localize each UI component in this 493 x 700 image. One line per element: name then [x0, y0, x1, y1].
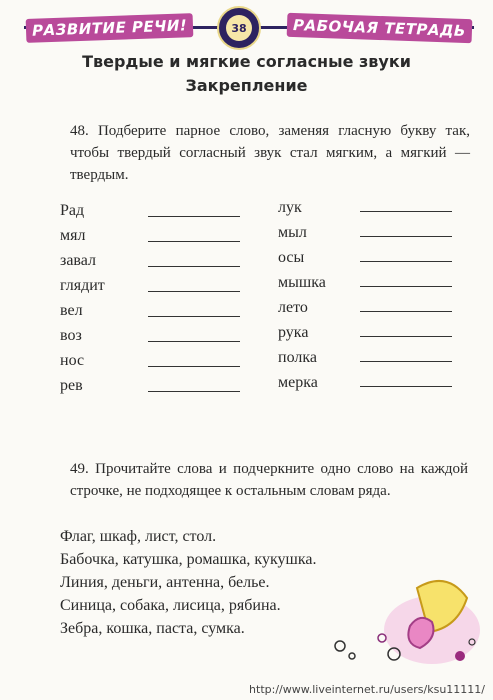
left-word: Рад: [60, 202, 85, 219]
right-word: осы: [278, 249, 305, 266]
answer-blank[interactable]: [360, 236, 452, 237]
left-word: мял: [60, 227, 86, 244]
page-number-badge: [217, 6, 261, 50]
answer-blank[interactable]: [148, 316, 240, 317]
answer-blank[interactable]: [360, 286, 452, 287]
answer-blank[interactable]: [148, 216, 240, 217]
right-word: мышка: [278, 274, 326, 291]
answer-blank[interactable]: [360, 261, 452, 262]
answer-blank[interactable]: [148, 266, 240, 267]
page-number: 38: [226, 15, 252, 41]
left-word: завал: [60, 252, 96, 269]
word-row[interactable]: Бабочка, катушка, ромашка, кукушка.: [60, 551, 317, 568]
right-word: рука: [278, 324, 309, 341]
answer-blank[interactable]: [148, 366, 240, 367]
word-row[interactable]: Флаг, шкаф, лист, стол.: [60, 528, 217, 545]
exercise-49-instructions: 49. Прочитайте слова и подчеркните одно слово на каждой строчке, не подходящее к остальным словам ряда.: [70, 461, 468, 499]
answer-blank[interactable]: [148, 341, 240, 342]
word-row[interactable]: Синица, собака, лисица, рябина.: [60, 597, 281, 614]
answer-blank[interactable]: [148, 291, 240, 292]
header-left-label: РАЗВИТИЕ РЕЧИ!: [26, 13, 194, 43]
answer-blank[interactable]: [360, 361, 452, 362]
right-word: мерка: [278, 374, 318, 391]
right-word: полка: [278, 349, 317, 366]
source-url: http://www.liveinternet.ru/users/ksu11111/: [249, 683, 485, 696]
page-header: [24, 4, 474, 48]
right-word: лето: [278, 299, 308, 316]
left-word: вел: [60, 302, 83, 319]
left-word: нос: [60, 352, 85, 369]
left-word: рев: [60, 377, 83, 394]
left-word: глядит: [60, 277, 105, 294]
exercise-48-instructions: 48. Подберите парное слово, заменяя гласную букву так, чтобы твердый согласный звук стал мягким, а мягкий — твердым.: [70, 123, 470, 183]
word-row[interactable]: Зебра, кошка, паста, сумка.: [60, 620, 245, 637]
answer-blank[interactable]: [360, 211, 452, 212]
answer-blank[interactable]: [148, 391, 240, 392]
answer-blank[interactable]: [360, 386, 452, 387]
answer-blank[interactable]: [148, 241, 240, 242]
right-word: мыл: [278, 224, 307, 241]
left-word: воз: [60, 327, 82, 344]
header-right-label: РАБОЧАЯ ТЕТРАДЬ: [287, 13, 473, 43]
answer-blank[interactable]: [360, 336, 452, 337]
right-word: лук: [278, 199, 302, 216]
answer-blank[interactable]: [360, 311, 452, 312]
word-row[interactable]: Линия, деньги, антенна, белье.: [60, 574, 270, 591]
page-subtitle: Закрепление: [185, 76, 308, 95]
page-title: Твердые и мягкие согласные звуки: [82, 52, 411, 71]
lamp-illustration: [322, 568, 482, 668]
